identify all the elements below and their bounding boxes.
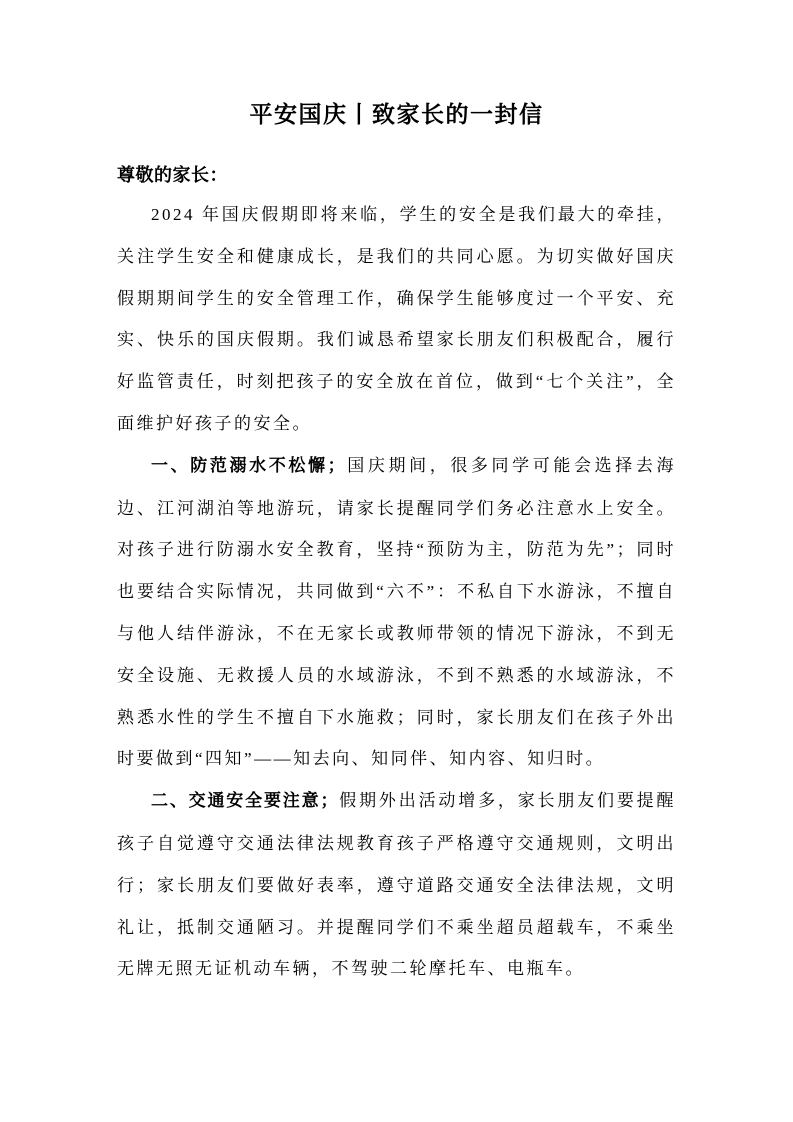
letter-body [117, 194, 676, 990]
paragraph-intro [117, 194, 676, 445]
section-heading-drowning: 一、防范溺水不松懈； [151, 455, 347, 476]
paragraph-text: 2024 年国庆假期即将来临，学生的安全是我们最大的牵挂，关注学生安全和健康成长，是我们的共同心愿。为切实做好国庆假期期间学生的安全管理工作，确保学生能够度过一个平安、充实、快乐的国庆假期。我们诚恳希望家长朋友们积极配合，履行好监管责任，时刻把孩子的安全放在首位，做到“七个关注”，全面维护好孩子的安全。 [117, 205, 676, 433]
document-title: 平安国庆丨致家长的一封信 [249, 102, 544, 128]
salutation: 尊敬的家长： [117, 165, 228, 186]
paragraph-text: 假期外出活动增多，家长朋友们要提醒孩子自觉遵守交通法律法规教育孩子严格遵守交通规则，文明出行；家长朋友们要做好表率，遵守道路交通安全法律法规，文明礼让，抵制交通陋习。并提醒同学们不乘坐超员超载车，不乘坐无牌无照无证机动车辆，不驾驶二轮摩托车、电瓶车。 [117, 791, 677, 979]
paragraph-section-drowning [117, 445, 676, 780]
section-heading-traffic: 二、交通安全要注意； [151, 791, 339, 812]
paragraph-text: 国庆期间，很多同学可能会选择去海边、江河湖泊等地游玩，请家长提醒同学们务必注意水上安全。对孩子进行防溺水安全教育，坚持“预防为主，防范为先”；同时也要结合实际情况，共同做到“六不”：不私自下水游泳，不擅自与他人结伴游泳，不在无家长或教师带领的情况下游泳，不到无安全设施、无救援人员的水域游泳，不到不熟悉的水域游泳，不熟悉水性的学生不擅自下水施救；同时，家长朋友们在孩子外出时要做到“四知”——知去向、知同伴、知内容、知归时。 [117, 455, 677, 769]
paragraph-section-traffic [117, 780, 676, 990]
